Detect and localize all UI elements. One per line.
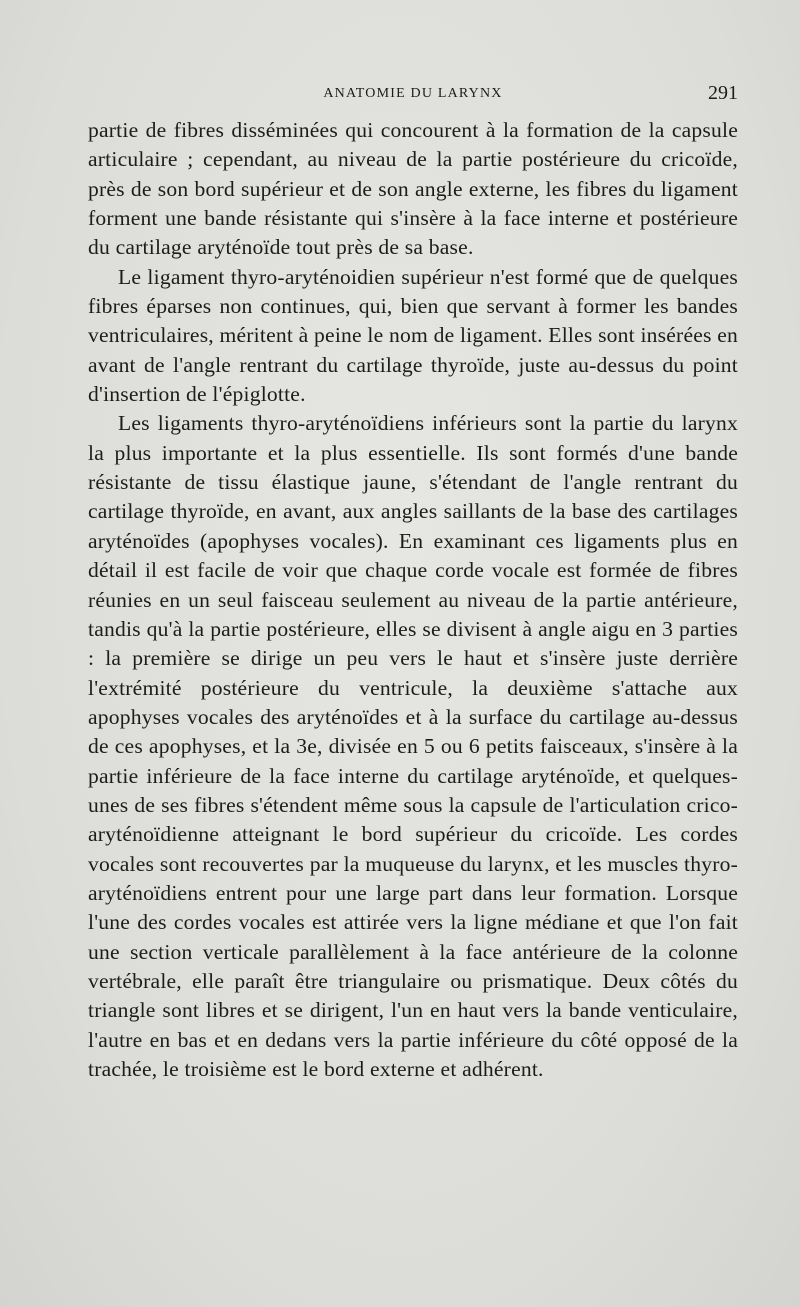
body-text xyxy=(88,116,738,1084)
running-title: ANATOMIE DU LARYNX xyxy=(323,86,503,101)
page-number: 291 xyxy=(708,82,738,104)
page-header xyxy=(88,82,738,106)
paragraph-3: Les ligaments thyro-aryténoïdiens inférieurs sont la partie du larynx la plus importante et la plus essentielle. Ils sont formés d'une bande résistante de tissu élastique jaune, s'étendant de l'angle rentrant du cartilage thyroïde, en avant, aux angles saillants de la base des cartilages aryténoïdes (apophyses vocales). En examinant ces ligaments plus en détail il est facile de voir que chaque corde vocale est formée de fibres réunies en un seul faisceau seulement au niveau de la partie antérieure, tandis qu'à la partie postérieure, elles se divisent à angle aigu en 3 parties : la première se dirige un peu vers le haut et s'insère juste derrière l'extrémité postérieure du ventricule, la deuxième s'attache aux apophyses vocales des aryténoïdes et à la surface du cartilage au-dessus de ces apophyses, et la 3e, divisée en 5 ou 6 petits faisceaux, s'insère à la partie inférieure de la face interne du cartilage aryténoïde, et quelques-unes de ses fibres s'étendent même sous la capsule de l'articulation crico-aryténoïdienne atteignant le bord supérieur du cricoïde. Les cordes vocales sont recouvertes par la muqueuse du larynx, et les muscles thyro-aryténoïdiens entrent pour une large part dans leur formation. Lorsque l'une des cordes vocales est attirée vers la ligne médiane et que l'on fait une section verticale parallèlement à la face antérieure de la colonne vertébrale, elle paraît être triangulaire ou prismatique. Deux côtés du triangle sont libres et se dirigent, l'un en haut vers la bande venticulaire, l'autre en bas et en dedans vers la partie inférieure du côté opposé de la trachée, le troisième est le bord externe et adhérent. xyxy=(88,411,738,1081)
paragraph-2: Le ligament thyro-aryténoidien supérieur n'est formé que de quelques fibres éparses non continues, qui, bien que servant à former les bandes ventriculaires, méritent à peine le nom de ligament. Elles sont insérées en avant de l'angle rentrant du cartilage thyroïde, juste au-dessus du point d'insertion de l'épiglotte. xyxy=(88,264,739,407)
paragraph-1: partie de fibres disséminées qui concourent à la formation de la capsule articulaire ; cependant, au niveau de la partie postérieure du cricoïde, près de son bord supérieur et de son angle externe, les fibres du ligament forment une bande résistante qui s'insère à la face interne et postérieure du cartilage aryténoïde tout près de sa base. xyxy=(88,118,738,260)
